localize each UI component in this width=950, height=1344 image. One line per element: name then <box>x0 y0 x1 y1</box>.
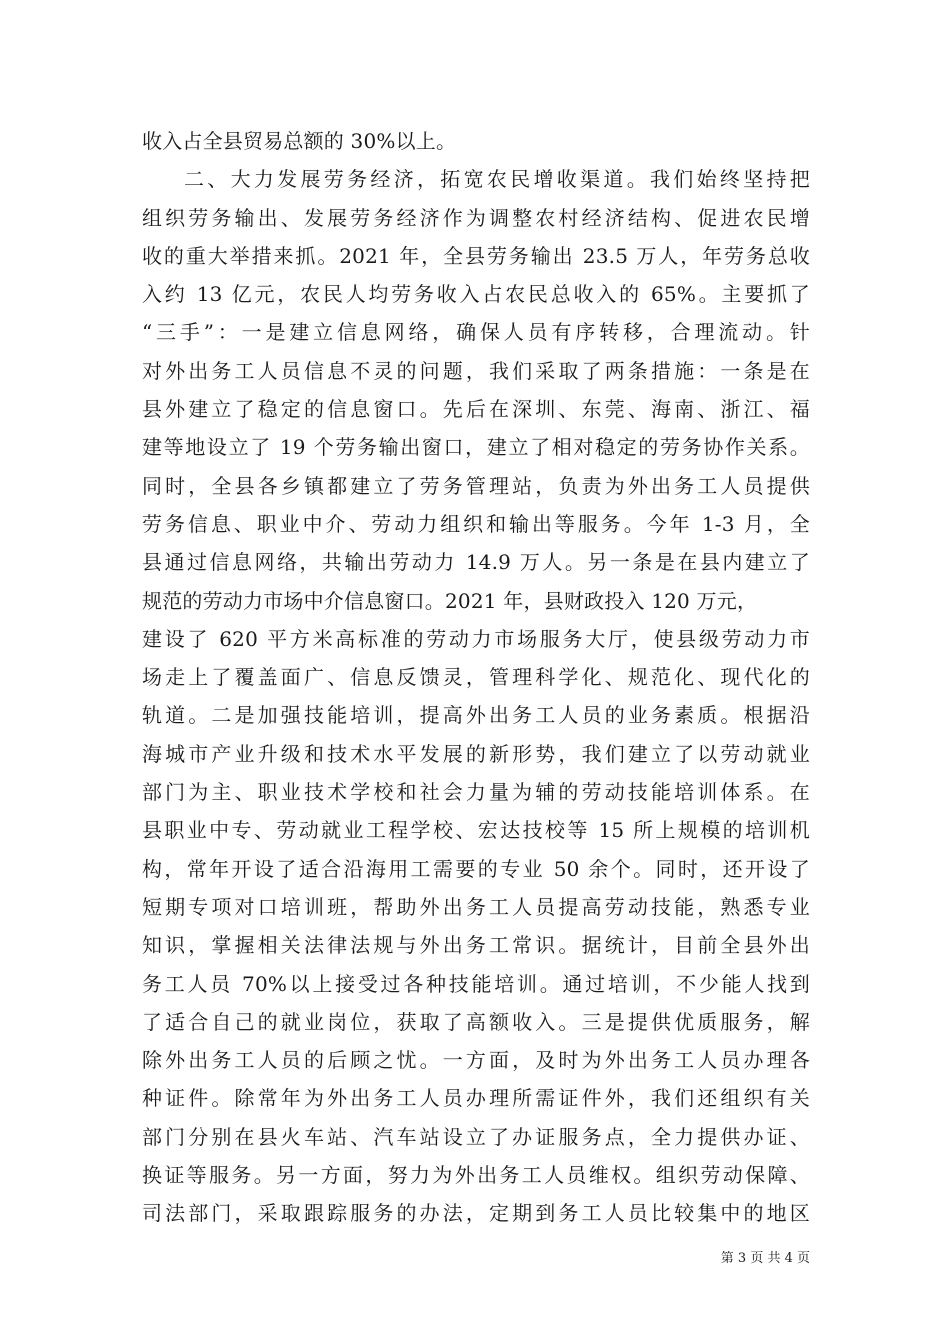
text-line: 建等地设立了 19 个劳务输出窗口，建立了相对稳定的劳务协作关系。 <box>142 435 810 460</box>
text-line: 部门分别在县火车站、汽车站设立了办证服务点，全力提供办证、 <box>142 1124 810 1149</box>
text-line: 场走上了覆盖面广、信息反馈灵，管理科学化、规范化、现代化的 <box>142 665 810 690</box>
text-line: 县职业中专、劳动就业工程学校、宏达技校等 15 所上规模的培训机 <box>142 818 810 843</box>
text-line: 司法部门，采取跟踪服务的办法，定期到务工人员比较集中的地区 <box>142 1201 810 1226</box>
text-line: 规范的劳动力市场中介信息窗口。2021 年，县财政投入 120 万元， <box>142 588 758 613</box>
text-line: 海城市产业升级和技术水平发展的新形势，我们建立了以劳动就业 <box>142 741 810 766</box>
text-line: 组织劳务输出、发展劳务经济作为调整农村经济结构、促进农民增 <box>142 205 810 230</box>
text-line: 县外建立了稳定的信息窗口。先后在深圳、东莞、海南、浙江、福 <box>142 397 810 422</box>
text-line: 轨道。二是加强技能培训，提高外出务工人员的业务素质。根据沿 <box>142 703 810 728</box>
text-line: 劳务信息、职业中介、劳动力组织和输出等服务。今年 1-3 月，全 <box>142 511 810 536</box>
text-line: 同时，全县各乡镇都建立了劳务管理站，负责为外出务工人员提供 <box>142 473 810 498</box>
text-line: 县通过信息网络，共输出劳动力 14.9 万人。另一条是在县内建立了 <box>142 550 810 575</box>
text-line: 建设了 620 平方米高标准的劳动力市场服务大厅，使县级劳动力市 <box>142 626 810 651</box>
text-line: 入约 13 亿元，农民人均劳务收入占农民总收入的 65%。主要抓了 <box>142 282 810 307</box>
text-line: 种证件。除常年为外出务工人员办理所需证件外，我们还组织有关 <box>142 1086 810 1111</box>
text-line: 收的重大举措来抓。2021 年，全县劳务输出 23.5 万人，年劳务总收 <box>142 243 810 268</box>
page-number: 第 3 页 共 4 页 <box>720 1251 810 1266</box>
body-text <box>142 122 810 1233</box>
text-line: “三手”：一是建立信息网络，确保人员有序转移，合理流动。针 <box>142 320 810 345</box>
text-line: 换证等服务。另一方面，努力为外出务工人员维权。组织劳动保障、 <box>142 1163 810 1188</box>
text-line: 除外出务工人员的后顾之忧。一方面，及时为外出务工人员办理各 <box>142 1048 810 1073</box>
text-line: 构，常年开设了适合沿海用工需要的专业 50 余个。同时，还开设了 <box>142 856 810 881</box>
text-line: 收入占全县贸易总额的 30%以上。 <box>142 129 457 153</box>
text-line: 对外出务工人员信息不灵的问题，我们采取了两条措施：一条是在 <box>142 358 810 383</box>
text-line: 部门为主、职业技术学校和社会力量为辅的劳动技能培训体系。在 <box>142 780 810 805</box>
text-line: 了适合自己的就业岗位，获取了高额收入。三是提供优质服务，解 <box>142 1009 810 1034</box>
text-line: 知识，掌握相关法律法规与外出务工常识。据统计，目前全县外出 <box>142 933 810 958</box>
text-line: 务工人员 70%以上接受过各种技能培训。通过培训，不少能人找到 <box>142 971 810 996</box>
text-line: 二、大力发展劳务经济，拓宽农民增收渠道。我们始终坚持把 <box>184 167 810 192</box>
text-line: 短期专项对口培训班，帮助外出务工人员提高劳动技能，熟悉专业 <box>142 894 810 919</box>
